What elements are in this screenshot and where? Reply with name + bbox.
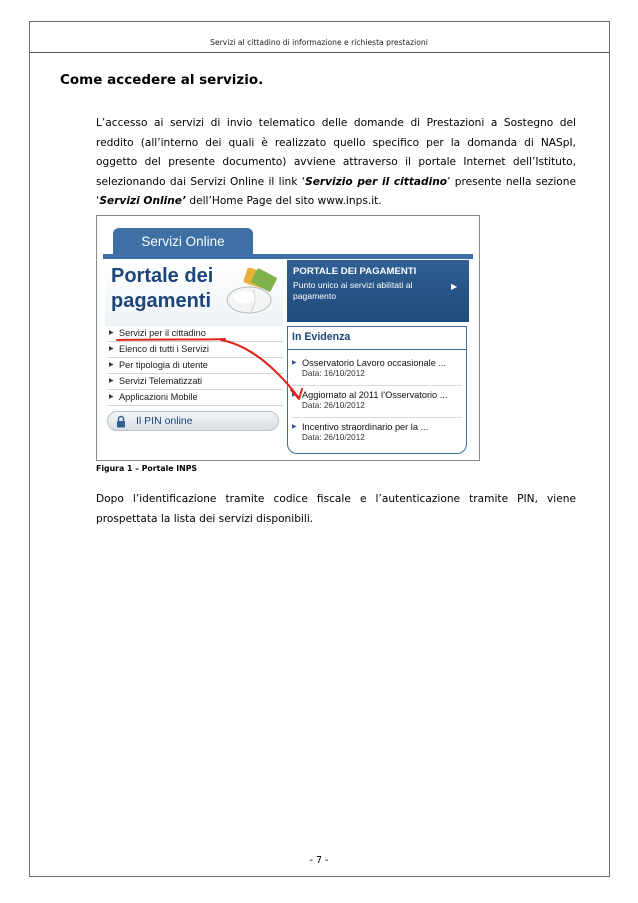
closing-paragraph: Dopo l’identificazione tramite codice fiscale e l’autenticazione tramite PIN, viene prospettata la lista dei servizi disponibili.: [96, 493, 576, 525]
intro-text-end: dell’Home Page del sito www.inps.it.: [186, 195, 382, 208]
intro-paragraph: [96, 114, 576, 212]
portal-screenshot-content: [103, 222, 473, 454]
link-name-servizio-cittadino: Servizio per il cittadino: [305, 175, 448, 188]
news-title: ▶ Aggiornato al 2011 l’Osservatorio ...: [292, 390, 462, 401]
in-evidenza-title: In Evidenza: [292, 331, 351, 343]
banner-title: Portale dei pagamenti: [111, 265, 214, 312]
news-date: Data: 16/10/2012: [302, 369, 365, 378]
news-title: ▶ Osservatorio Lavoro occasionale ...: [292, 358, 462, 369]
section-name-servizi-online: Servizi Online’: [99, 195, 186, 208]
menu-item-elenco-servizi[interactable]: ▶ Elenco di tutti i Servizi: [107, 342, 283, 358]
menu-item-servizi-cittadino[interactable]: ▶ Servizi per il cittadino: [107, 326, 283, 342]
news-date: Data: 26/10/2012: [302, 433, 365, 442]
play-arrow-icon: ▶: [451, 282, 458, 291]
pay-box-title: PORTALE DEI PAGAMENTI: [293, 266, 417, 277]
portal-screenshot: [96, 215, 480, 461]
tab-servizi-online[interactable]: Servizi Online: [113, 228, 253, 256]
intro-text-middle: ’ presente nella sezione ‘: [96, 175, 576, 208]
header-rule: [30, 52, 609, 53]
menu-item-tipologia-utente[interactable]: ▶ Per tipologia di utente: [107, 358, 283, 374]
news-date: Data: 26/10/2012: [302, 401, 365, 410]
document-header-title: Servizi al cittadino di informazione e richiesta prestazioni: [210, 38, 428, 47]
news-title: ▶ Incentivo straordinario per la ...: [292, 422, 462, 433]
pay-box-subtitle: Punto unico ai servizi abilitati al pagamento: [293, 280, 413, 301]
red-annotation-arrow: [103, 222, 473, 454]
intro-text-start: L’accesso ai servizi di invio telematico delle domande di Prestazioni a Sostegno del reddito (all’interno dei quali è realizzato quello specifico per la domanda di NASpI, oggetto del presente documento) avviene attraverso il portale Internet dell’Istituto, selezionando dai Servizi Online il link ‘: [96, 117, 576, 188]
menu-item-applicazioni-mobile[interactable]: ▶ Applicazioni Mobile: [107, 390, 283, 406]
section-heading: Come accedere al servizio.: [60, 72, 264, 88]
menu-item-servizi-telematizzati[interactable]: ▶ Servizi Telematizzati: [107, 374, 283, 390]
figure-caption: Figura 1 – Portale INPS: [96, 464, 198, 473]
page-number: - 7 -: [309, 855, 329, 866]
pin-online-label: Il PIN online: [136, 415, 193, 427]
